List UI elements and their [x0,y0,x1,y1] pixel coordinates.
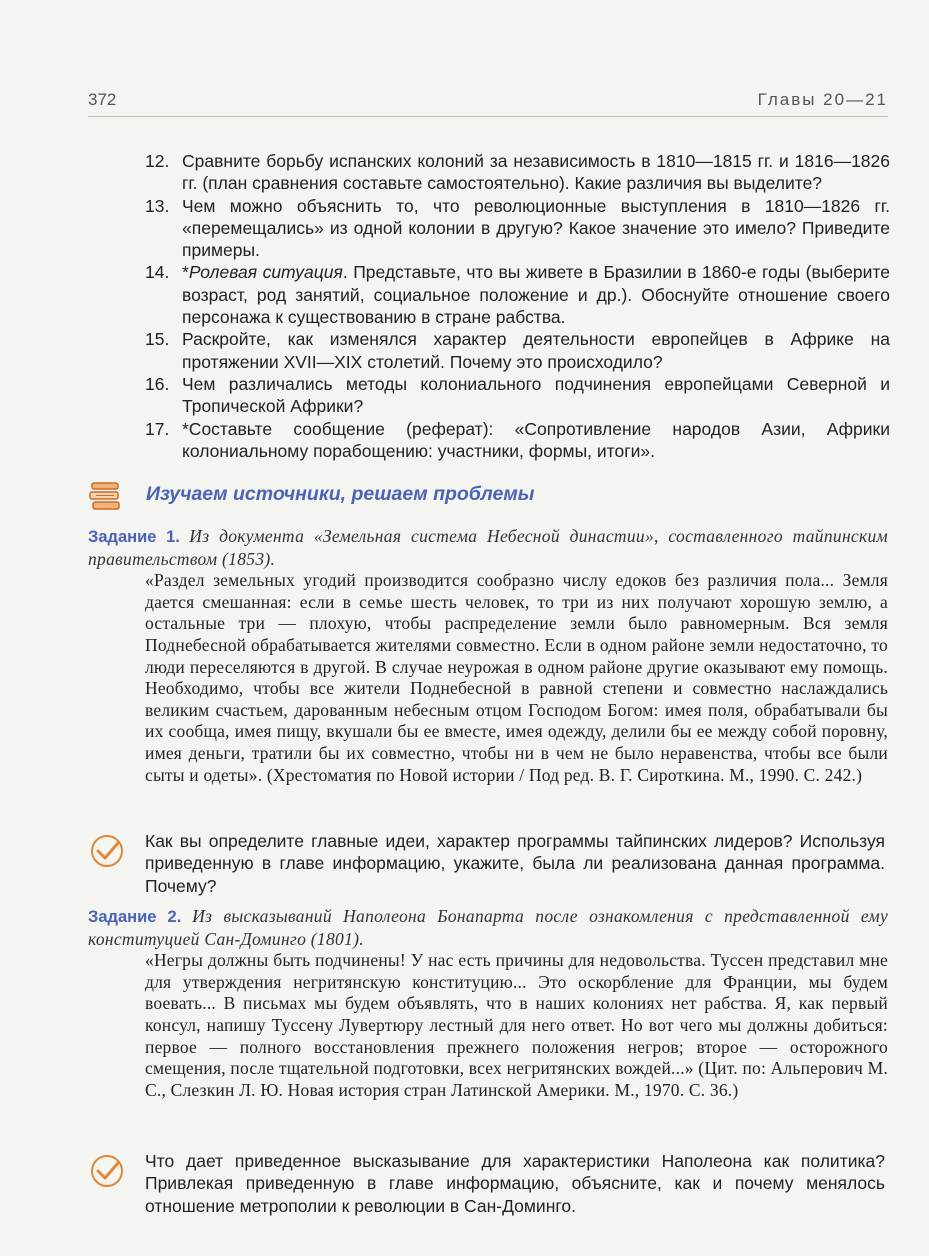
checkmark-icon [88,1152,126,1190]
task-label: Задание 2. [88,908,182,926]
question-star: * [182,262,189,283]
question-italic: Ролевая ситуация [188,262,343,283]
source-quote: «Негры должны быть подчинены! У нас есть причины для недовольства. Туссен представил мне для утверждения негритянскую конституцию... Это оскорбление для Франции, мы будем воевать... В письмах мы будем объявлять, что в наших колониях нет рабства. Я, как первый консул, напишу Туссену Лувертюру лестный для него ответ. Но вот чего мы должны добиться: первое — полного восстановления прежнего положения негров; второе — осторожного смещения, после тщательной подготовки, всех негритянских вождей...» (Цит. по: Альперович М. С., Слезкин Л. Ю. Новая история стран Латинской Америки. М., 1970. С. 36.) [145,950,888,1100]
section-heading [88,480,888,514]
page-number: 372 [88,90,117,109]
question-item [145,373,890,418]
question-text: Чем различались методы колониального подчинения европейцами Северной и Тропической Африки? [182,373,890,417]
task-header [88,906,888,950]
question-item [145,195,890,262]
question-number: 13. [145,195,170,216]
question-number: 15. [145,329,170,350]
question-number: 16. [145,373,170,394]
question-number: 12. [145,151,170,171]
question-item [145,328,890,373]
chapter-title: Главы 20—21 [757,90,888,109]
question-text: Раскройте, как изменялся характер деятельности европейцев в Африке на протяжении XVII—XIX столетий. Почему это происходило? [182,329,890,372]
task-1-question: Как вы определите главные идеи, характер программы тайпинских лидеров? Используя приведенную в главе информацию, укажите, была ли реализована данная программа. Почему? [145,831,885,896]
question-item [145,261,890,328]
question-text: *Составьте сообщение (реферат): «Сопротивление народов Азии, Африки колониальному порабощению: участники, формы, итоги». [182,418,890,461]
question-number: 14. [145,262,170,283]
question-number: 17. [145,418,170,439]
question-body: . Представьте, что вы живете в Бразилии в 1860-е годы (выберите возраст, род занятий, социальное положение и др.). Обоснуйте отношение своего персонажа к существованию в стране рабства. [182,262,890,328]
task-2-question: Что дает приведенное высказывание для характеристики Наполеона как политика? Привлекая приведенную в главе информацию, объясните, как и почему менялось отношение метрополии к революции в Сан-Доминго. [145,1151,885,1216]
task-header [88,526,888,570]
section-title: Изучаем источники, решаем проблемы [146,483,535,505]
checkmark-icon [88,832,126,870]
task-intro: Из документа «Земельная система Небесной династии», составленного тайпинским правительством (1853). [88,526,889,569]
books-icon [88,480,124,512]
question-text [182,261,890,328]
question-item [145,418,890,463]
task-intro: Из высказываний Наполеона Бонапарта после ознакомления с представленной ему конституцией Сан-Доминго (1801). [88,906,889,949]
question-text: Сравните борьбу испанских колоний за независимость в 1810—1815 гг. и 1816—1826 гг. (план сравнения составьте самостоятельно). Какие различия вы выделите? [182,151,890,194]
source-quote: «Раздел земельных угодий производится сообразно числу едоков без различия пола... Земля дается смешанная: если в семье шесть человек, то три из них получают хорошую землю, а остальные три — плохую, чтобы распределение земли было равномерным. Вся земля Поднебесной обрабатывается жителями совместно. Если в одном районе земли недостаточно, то люди переселяются в другой. В случае неурожая в одном районе другие оказывают ему помощь. Необходимо, чтобы все жители Поднебесной в равной степени и совместно наслаждались великим счастьем, дарованным небесным отцом Господом Богом: имея поля, обрабатывали бы их сообща, имея пищу, вкушали бы ее вместе, имея одежду, делили бы ее между собой поровну, имея деньги, тратили бы их совместно, чтобы ни в чем не было неравенства, чтобы все были сыты и одеты». (Хрестоматия по Новой истории / Под ред. В. Г. Сироткина. М., 1990. С. 242.) [145,570,888,785]
question-text: Чем можно объяснить то, что революционные выступления в 1810—1826 гг. «перемещались» из одной колонии в другую? Какое значение это имело? Приведите примеры. [182,195,890,261]
task-label: Задание 1. [88,528,180,546]
question-list [145,150,890,462]
page-header [88,86,888,117]
task-1 [88,526,888,786]
task-2 [88,906,888,1101]
question-item [145,150,890,195]
